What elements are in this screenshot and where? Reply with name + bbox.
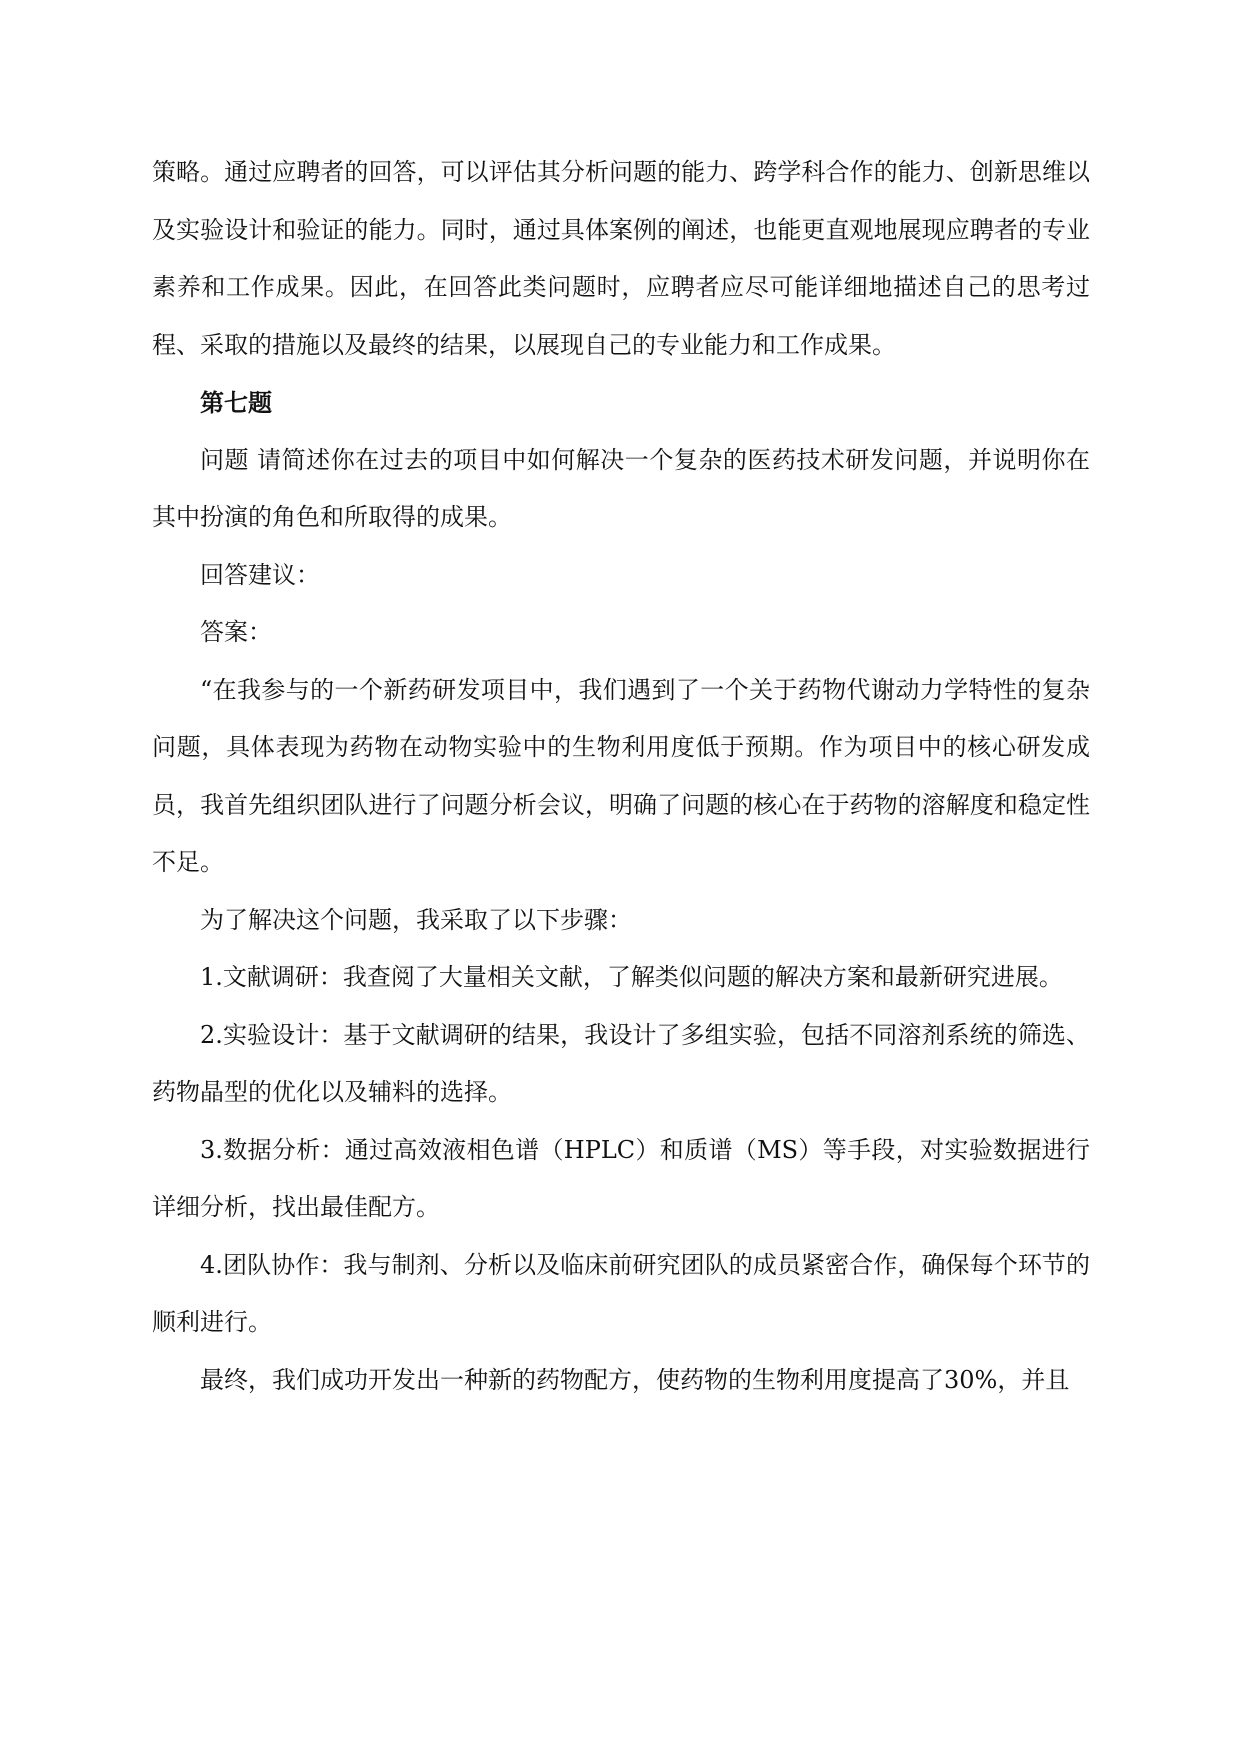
paragraph-answer-body: “在我参与的一个新药研发项目中，我们遇到了一个关于药物代谢动力学特性的复杂问题，具体表现为药物在动物实验中的生物利用度低于预期。作为项目中的核心研发成员，我首先组织团队进行了问题分析会议，明确了问题的核心在于药物的溶解度和稳定性不足。 <box>152 675 1090 876</box>
answer-label: 答案： <box>200 618 272 646</box>
paragraph-question: 问题 请简述你在过去的项目中如何解决一个复杂的医药技术研发问题，并说明你在其中扮演的角色和所取得的成果。 <box>152 445 1090 531</box>
document-body <box>152 144 1090 1409</box>
question-title: 第七题 <box>200 388 272 417</box>
paragraph-result: 最终，我们成功开发出一种新的药物配方，使药物的生物利用度提高了30%，并且 <box>200 1365 1070 1394</box>
paragraph-intro-continuation: 策略。通过应聘者的回答，可以评估其分析问题的能力、跨学科合作的能力、创新思维以及实验设计和验证的能力。同时，通过具体案例的阐述，也能更直观地展现应聘者的专业素养和工作成果。因此，在回答此类问题时，应聘者应尽可能详细地描述自己的思考过程、采取的措施以及最终的结果，以展现自己的专业能力和工作成果。 <box>152 158 1090 359</box>
list-item-step-1: 1.文献调研：我查阅了大量相关文献，了解类似问题的解决方案和最新研究进展。 <box>200 963 1063 991</box>
list-item-step-3: 3.数据分析：通过高效液相色谱（HPLC）和质谱（MS）等手段，对实验数据进行详细分析，找出最佳配方。 <box>152 1135 1090 1221</box>
paragraph-steps-intro: 为了解决这个问题，我采取了以下步骤： <box>200 905 632 934</box>
answer-suggestion-label: 回答建议： <box>200 560 320 589</box>
list-item-step-4: 4.团队协作：我与制剂、分析以及临床前研究团队的成员紧密合作，确保每个环节的顺利进行。 <box>152 1250 1090 1336</box>
list-item-step-2: 2.实验设计：基于文献调研的结果，我设计了多组实验，包括不同溶剂系统的筛选、药物晶型的优化以及辅料的选择。 <box>152 1020 1090 1106</box>
